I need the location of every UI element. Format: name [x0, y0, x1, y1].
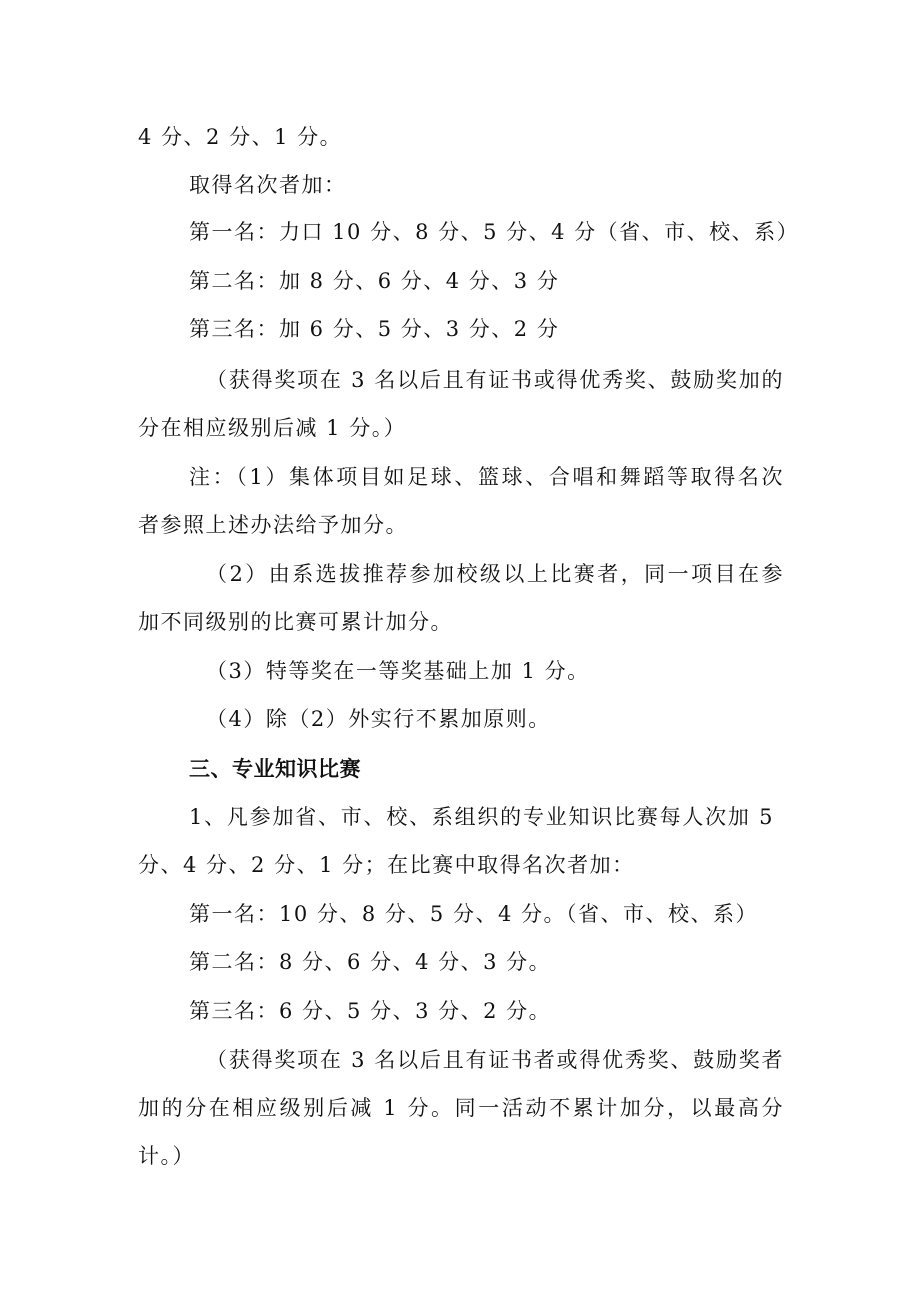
- note-2-line-2: 加不同级别的比赛可累计加分。: [138, 610, 453, 634]
- contest-note-line-1: （获得奖项在 3 名以后且有证书者或得优秀奖、鼓励奖者: [206, 1048, 784, 1072]
- note-line-2: 分在相应级别后减 1 分。）: [138, 416, 407, 440]
- body-line-1: 4 分、2 分、1 分。: [138, 125, 343, 149]
- rank-second-line: 第二名：加 8 分、6 分、4 分、3 分: [189, 269, 560, 293]
- section-heading: 三、专业知识比赛: [189, 757, 361, 781]
- note-2-line-1: （2）由系选拔推荐参加校级以上比赛者，同一项目在参: [206, 562, 784, 586]
- rank-first-line: 第一名：力口 10 分、8 分、5 分、4 分（省、市、校、系）: [189, 220, 800, 244]
- contest-line-2: 分、4 分、2 分、1 分；在比赛中取得名次者加：: [138, 853, 635, 877]
- contest-note-line-3: 计。）: [138, 1144, 195, 1168]
- contest-line-1: 1、凡参加省、市、校、系组织的专业知识比赛每人次加 5: [189, 805, 774, 829]
- rank-third-line: 第三名：加 6 分、5 分、3 分、2 分: [189, 317, 560, 341]
- contest-rank-second-line: 第二名：8 分、6 分、4 分、3 分。: [189, 950, 552, 974]
- note-1-line-1: 注：（1）集体项目如足球、篮球、合唱和舞蹈等取得名次: [189, 465, 784, 489]
- note-3-line: （3）特等奖在一等奖基础上加 1 分。: [206, 659, 590, 683]
- contest-rank-first-line: 第一名：10 分、8 分、5 分、4 分。（省、市、校、系）: [189, 902, 759, 926]
- body-line-2: 取得名次者加：: [189, 173, 347, 197]
- note-line-1: （获得奖项在 3 名以后且有证书或得优秀奖、鼓励奖加的: [206, 368, 784, 392]
- note-4-line: （4）除（2）外实行不累加原则。: [206, 707, 551, 731]
- note-1-line-2: 者参照上述办法给予加分。: [138, 513, 408, 537]
- contest-note-line-2: 加的分在相应级别后减 1 分。同一活动不累计加分，以最高分: [138, 1096, 784, 1120]
- contest-rank-third-line: 第三名：6 分、5 分、3 分、2 分。: [189, 999, 552, 1023]
